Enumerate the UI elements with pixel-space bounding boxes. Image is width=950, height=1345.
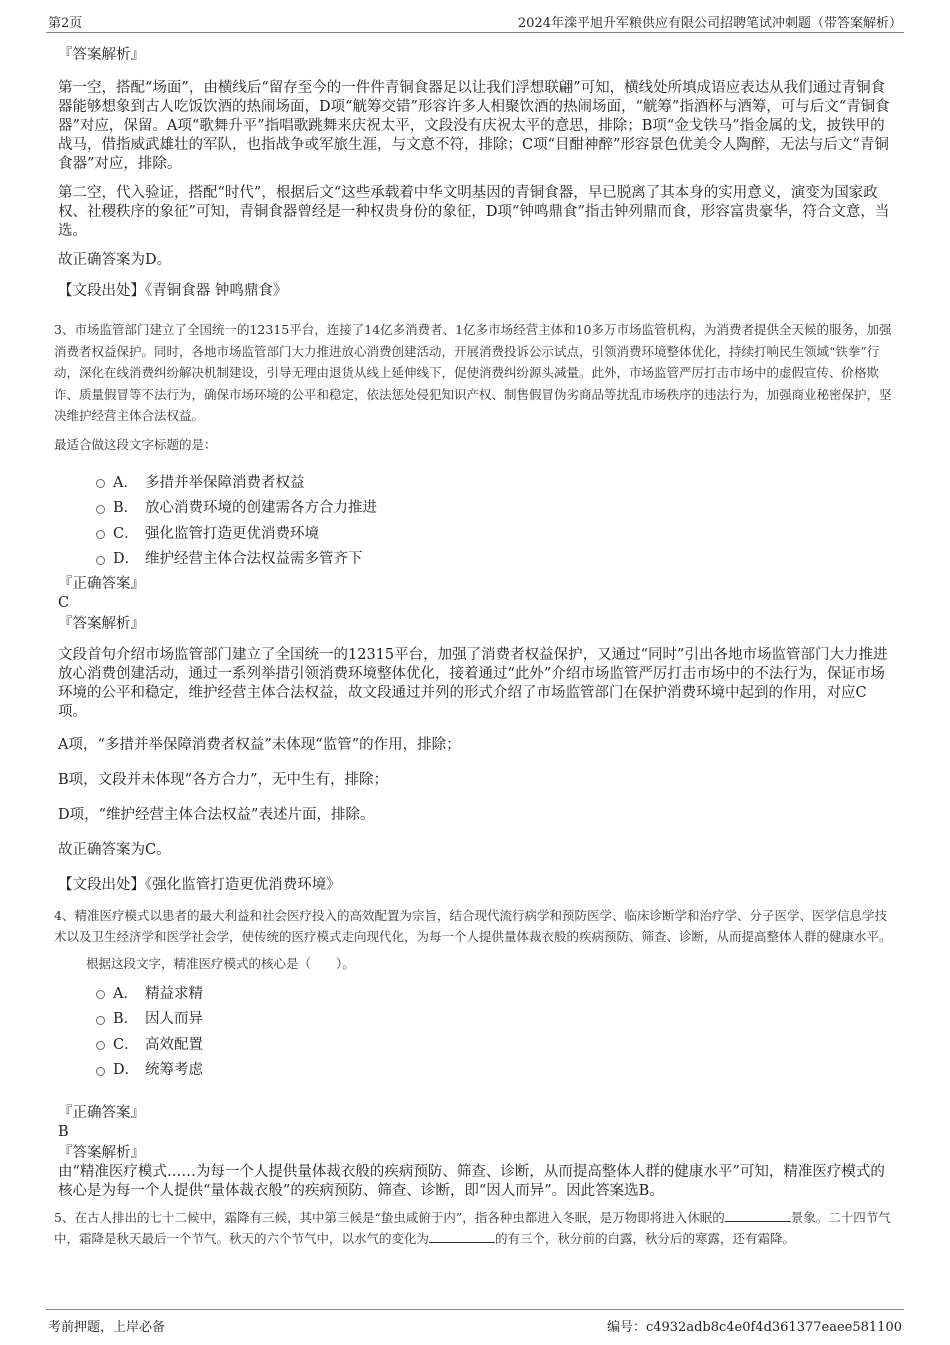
option-text: 放心消费环境的创建需各方合力推进 xyxy=(145,500,377,517)
q3-option-d[interactable] xyxy=(96,545,894,571)
radio-button[interactable] xyxy=(96,990,105,999)
q3-option-a[interactable] xyxy=(96,469,894,495)
q3-note-b: B项，文段并未体现“各方合力”，无中生有，排除； xyxy=(58,771,388,788)
q4-option-a[interactable] xyxy=(96,980,894,1006)
q3-note-a: A项，“多措并举保障消费者权益”未体现“监管”的作用，排除； xyxy=(58,736,461,753)
page-number: 第2页 xyxy=(48,16,83,31)
option-text: 精益求精 xyxy=(145,985,203,1002)
q4-answer: B xyxy=(58,1123,69,1140)
q4-analysis: 由“精准医疗模式……为每一个人提供量体裁衣般的疾病预防、筛查、诊断，从而提高整体人群的健康水平”可知，精准医疗模式的核心是为每一个人提供“量体裁衣般”的疾病预防、筛查、诊断，即“因人而异”。因此答案选B。 xyxy=(58,1163,885,1199)
q2-source: 【文段出处】《青铜食器 钟鸣鼎食》 xyxy=(58,283,288,299)
q5-blank-1 xyxy=(725,1209,791,1222)
q4-options xyxy=(96,980,894,1082)
option-text: 维护经营主体合法权益需多管齐下 xyxy=(145,551,363,568)
page-content xyxy=(54,44,894,1256)
q4-option-c[interactable] xyxy=(96,1031,894,1057)
radio-button[interactable] xyxy=(96,556,105,565)
radio-button[interactable] xyxy=(96,1041,105,1050)
q2-analysis-para1: 第一空，搭配“场面”，由横线后“留存至今的一件件青铜食器足以让我们浮想联翩”可知，横线处所填成语应表达从我们通过青铜食器能够想象到古人吃饭饮酒的热闹场面，D项“觥筹交错”形容许多人相聚饮酒的热闹场面，“觥筹”指酒杯与酒筹，可与后文“青铜食器”对应，保留。A项“歌舞升平”指唱歌跳舞来庆祝太平，文段没有庆祝太平的意思，排除；B项“金戈铁马”指金属的戈，披铁甲的战马，借指威武雄壮的军队，也指战争或军旅生涯，与文意不符，排除；C项“目酣神醉”形容景色优美令人陶醉，无法与后文“青铜食器”对应，排除。 xyxy=(58,80,890,172)
option-letter: D． xyxy=(113,551,140,568)
q3-option-b[interactable] xyxy=(96,494,894,520)
q5-stem-part1: 5、在古人排出的七十二候中，霜降有三候，其中第三候是“蛰虫咸俯于内”，指各种虫都进入冬眠，是万物即将进入休眠的 xyxy=(54,1209,725,1225)
q3-analysis-para1: 文段首句介绍市场监管部门建立了全国统一的12315平台，加强了消费者权益保护，又通过“同时”引出各地市场监管部门大力推进放心消费创建活动，通过一系列举措引领消费环境整体优化，接着通过“此外”介绍市场监管严厉打击市场中的不法行为，保证市场环境的公平和稳定，维护经营主体合法权益，故文段通过并列的形式介绍了市场监管部门在保护消费环境中起到的作用，对应C项。 xyxy=(58,646,888,720)
radio-button[interactable] xyxy=(96,1067,105,1076)
option-letter: B． xyxy=(113,500,139,517)
option-letter: C． xyxy=(113,525,139,542)
q4-option-d[interactable] xyxy=(96,1056,894,1082)
q4-analysis-label: 『答案解析』 xyxy=(58,1144,145,1161)
option-text: 强化监管打造更优消费环境 xyxy=(145,525,319,542)
q2-analysis-label: 『答案解析』 xyxy=(58,47,145,63)
option-letter: A． xyxy=(113,985,138,1002)
q3-answer-label: 『正确答案』 xyxy=(58,575,145,592)
q4-prompt: 根据这段文字，精准医疗模式的核心是（ ）。 xyxy=(86,955,355,971)
q3-answer: C xyxy=(58,594,70,611)
radio-button[interactable] xyxy=(96,505,105,514)
page-header xyxy=(46,10,904,33)
option-letter: B． xyxy=(113,1011,139,1028)
option-letter: C． xyxy=(113,1036,139,1053)
q2-conclusion: 故正确答案为D。 xyxy=(58,252,172,268)
q3-options xyxy=(96,469,894,571)
radio-button[interactable] xyxy=(96,530,105,539)
q3-prompt: 最适合做这段文字标题的是： xyxy=(54,436,217,452)
footer-code: 编号：c4932adb8c4e0f4d361377eaee581100 xyxy=(606,1320,902,1335)
q5-blank-2 xyxy=(429,1230,495,1243)
option-text: 高效配置 xyxy=(145,1036,203,1053)
q3-conclusion: 故正确答案为C。 xyxy=(58,841,171,858)
q4-answer-label: 『正确答案』 xyxy=(58,1104,145,1121)
option-letter: D． xyxy=(113,1062,140,1079)
radio-button[interactable] xyxy=(96,1016,105,1025)
page-footer xyxy=(46,1309,904,1334)
option-text: 多措并举保障消费者权益 xyxy=(145,474,305,491)
option-text: 因人而异 xyxy=(145,1011,203,1028)
q5-stem-part3: 的有三个，秋分前的白露，秋分后的寒露，还有霜降。 xyxy=(495,1231,796,1246)
document-title: 2024年滦平旭升军粮供应有限公司招聘笔试冲刺题（带答案解析） xyxy=(517,16,902,31)
q4-stem: 4、精准医疗模式以患者的最大利益和社会医疗投入的高效配置为宗旨，结合现代流行病学和预防医学、临床诊断学和治疗学、分子医学、医学信息学技术以及卫生经济学和医学社会学，使传统的医疗模式走向现代化，为每一个人提供量体裁衣般的疾病预防、筛查、诊断，从而提高整体人群的健康水平。 xyxy=(54,907,892,944)
q3-option-c[interactable] xyxy=(96,520,894,546)
option-letter: A． xyxy=(113,474,138,491)
footer-slogan: 考前押题，上岸必备 xyxy=(48,1320,166,1335)
q3-source: 【文段出处】《强化监管打造更优消费环境》 xyxy=(58,876,341,893)
q3-analysis-label: 『答案解析』 xyxy=(58,615,145,632)
q3-stem: 3、市场监管部门建立了全国统一的12315平台，连接了14亿多消费者、1亿多市场经营主体和10多万市场监管机构，为消费者提供全天候的服务，加强消费者权益保护。同时，各地市场监管部门大力推进放心消费创建活动，开展消费投诉公示试点，引领消费环境整体优化，持续打响民生领域“铁拳”行动，深化在线消费纠纷解决机制建设，引导无理由退货从线上延伸线下，促使消费纠纷源头减量。此外，市场监管严厉打击市场中的虚假宣传、价格欺诈、质量假冒等不法行为，确保市场环境的公平和稳定，依法惩处侵犯知识产权、制售假冒伪劣商品等扰乱市场秩序的违法行为，加强商业秘密保护，坚决维护经营主体合法权益。 xyxy=(54,322,892,423)
q5-stem-part2: 景象。二十四节气中，霜降是秋天最后一个节气。秋天的六个节气中，以水气的变化为 xyxy=(54,1209,891,1246)
q2-analysis-para2: 第二空，代入验证，搭配“时代”，根据后文“这些承载着中华文明基因的青铜食器，早已脱离了其本身的实用意义，演变为国家政权、社稷秩序的象征”可知，青铜食器曾经是一种权贵身份的象征，D项“钟鸣鼎食”指击钟列鼎而食，形容富贵豪华，符合文意，当选。 xyxy=(58,185,890,239)
q4-option-b[interactable] xyxy=(96,1005,894,1031)
radio-button[interactable] xyxy=(96,479,105,488)
option-text: 统筹考虑 xyxy=(145,1062,203,1079)
q5-stem xyxy=(54,1207,894,1250)
q3-note-d: D项，“维护经营主体合法权益”表述片面，排除。 xyxy=(58,806,375,823)
